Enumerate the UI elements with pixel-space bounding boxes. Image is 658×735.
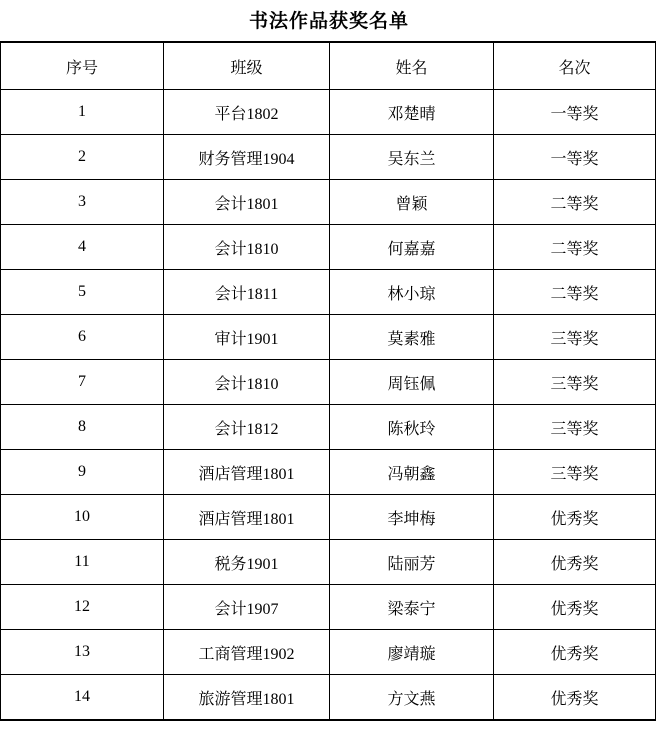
column-header-class: 班级 <box>164 42 330 90</box>
cell-name: 周钰佩 <box>330 360 494 405</box>
table-body <box>1 90 656 721</box>
cell-class: 平台1802 <box>164 90 330 135</box>
cell-index: 9 <box>1 450 164 495</box>
cell-index: 14 <box>1 675 164 721</box>
cell-class: 会计1907 <box>164 585 330 630</box>
cell-index: 12 <box>1 585 164 630</box>
cell-name: 陈秋玲 <box>330 405 494 450</box>
page-title: 书法作品获奖名单 <box>248 11 409 32</box>
cell-index: 3 <box>1 180 164 225</box>
cell-name: 邓楚晴 <box>330 90 494 135</box>
cell-name: 曾颖 <box>330 180 494 225</box>
cell-index: 1 <box>1 90 164 135</box>
cell-index: 13 <box>1 630 164 675</box>
cell-name: 李坤梅 <box>330 495 494 540</box>
cell-index: 10 <box>1 495 164 540</box>
cell-class: 旅游管理1801 <box>164 675 330 721</box>
cell-rank: 一等奖 <box>494 90 656 135</box>
cell-index: 11 <box>1 540 164 585</box>
table-row <box>1 135 656 180</box>
cell-rank: 二等奖 <box>494 225 656 270</box>
cell-class: 税务1901 <box>164 540 330 585</box>
cell-class: 工商管理1902 <box>164 630 330 675</box>
cell-rank: 二等奖 <box>494 270 656 315</box>
column-header-index: 序号 <box>1 42 164 90</box>
table-row <box>1 180 656 225</box>
award-table <box>0 41 656 721</box>
cell-class: 会计1811 <box>164 270 330 315</box>
cell-class: 会计1810 <box>164 360 330 405</box>
cell-class: 财务管理1904 <box>164 135 330 180</box>
cell-name: 梁泰宁 <box>330 585 494 630</box>
cell-index: 6 <box>1 315 164 360</box>
cell-index: 2 <box>1 135 164 180</box>
cell-name: 何嘉嘉 <box>330 225 494 270</box>
cell-index: 7 <box>1 360 164 405</box>
cell-class: 酒店管理1801 <box>164 450 330 495</box>
cell-name: 方文燕 <box>330 675 494 721</box>
cell-rank: 优秀奖 <box>494 630 656 675</box>
cell-index: 5 <box>1 270 164 315</box>
cell-name: 莫素雅 <box>330 315 494 360</box>
header-row <box>1 42 656 90</box>
cell-class: 酒店管理1801 <box>164 495 330 540</box>
table-row <box>1 675 656 721</box>
cell-name: 吴东兰 <box>330 135 494 180</box>
column-header-rank: 名次 <box>494 42 656 90</box>
cell-class: 会计1810 <box>164 225 330 270</box>
table-row <box>1 495 656 540</box>
cell-class: 审计1901 <box>164 315 330 360</box>
cell-rank: 三等奖 <box>494 360 656 405</box>
cell-index: 8 <box>1 405 164 450</box>
cell-class: 会计1801 <box>164 180 330 225</box>
table-row <box>1 225 656 270</box>
cell-rank: 优秀奖 <box>494 540 656 585</box>
cell-name: 廖靖璇 <box>330 630 494 675</box>
cell-rank: 一等奖 <box>494 135 656 180</box>
cell-rank: 优秀奖 <box>494 585 656 630</box>
table-row <box>1 270 656 315</box>
cell-index: 4 <box>1 225 164 270</box>
cell-rank: 二等奖 <box>494 180 656 225</box>
cell-name: 陆丽芳 <box>330 540 494 585</box>
table-row <box>1 585 656 630</box>
cell-class: 会计1812 <box>164 405 330 450</box>
table-row <box>1 360 656 405</box>
cell-rank: 三等奖 <box>494 450 656 495</box>
cell-rank: 三等奖 <box>494 315 656 360</box>
cell-name: 冯朝鑫 <box>330 450 494 495</box>
cell-rank: 优秀奖 <box>494 495 656 540</box>
table-row <box>1 540 656 585</box>
table-row <box>1 315 656 360</box>
cell-name: 林小琼 <box>330 270 494 315</box>
table-row <box>1 405 656 450</box>
table-row <box>1 450 656 495</box>
table-row <box>1 630 656 675</box>
cell-rank: 三等奖 <box>494 405 656 450</box>
cell-rank: 优秀奖 <box>494 675 656 721</box>
table-row <box>1 90 656 135</box>
column-header-name: 姓名 <box>330 42 494 90</box>
